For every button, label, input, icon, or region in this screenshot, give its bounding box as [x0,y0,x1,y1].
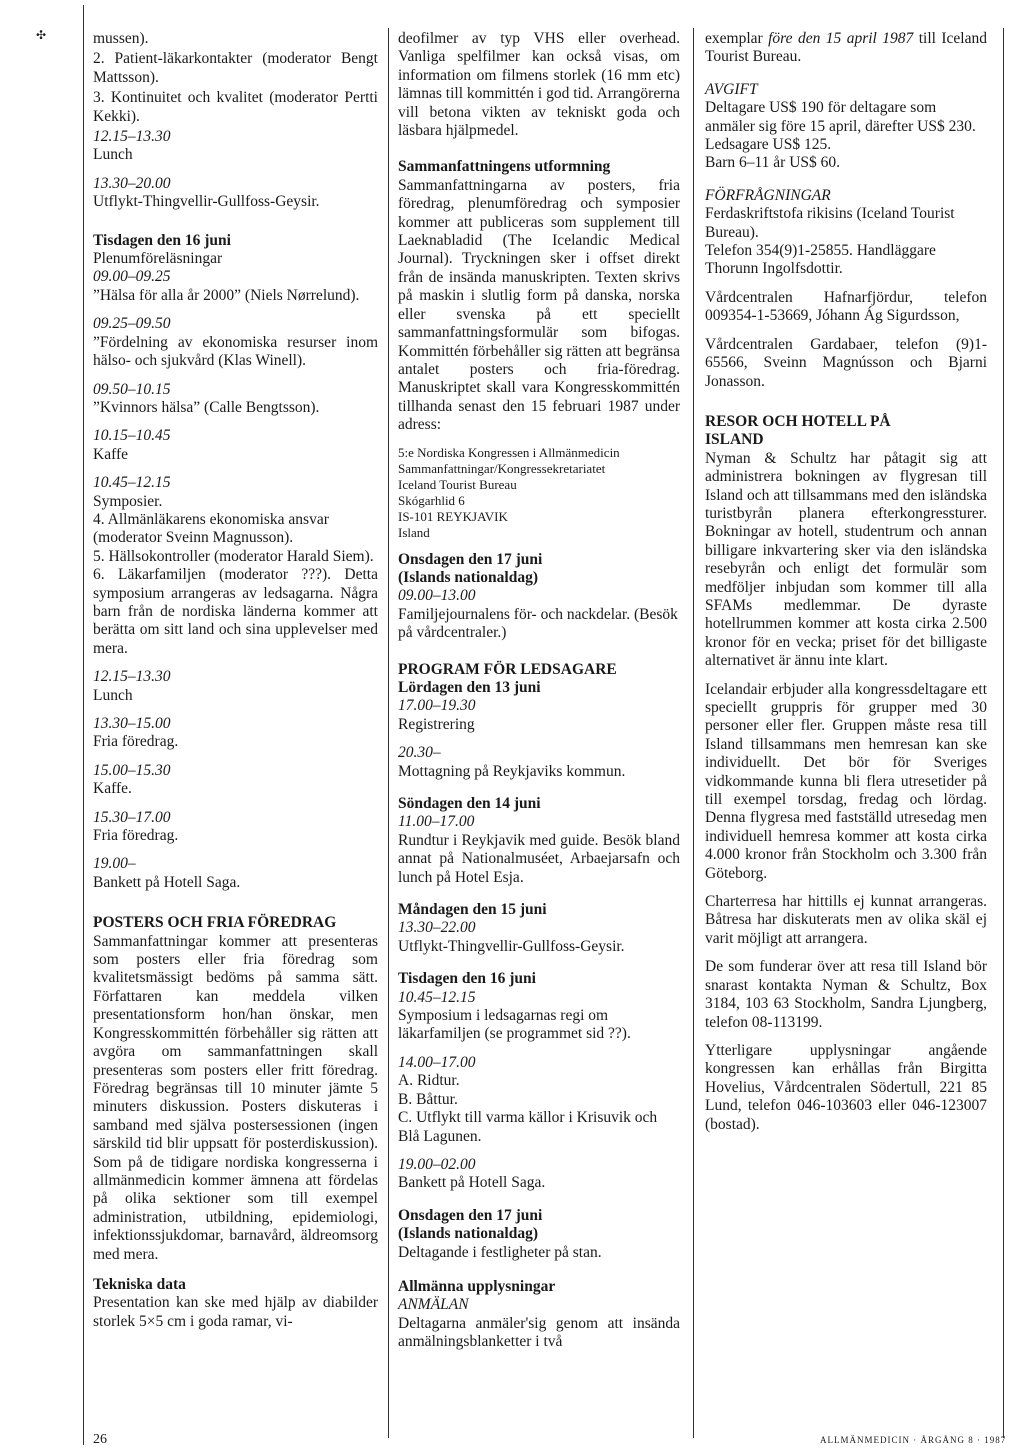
paragraph: Ytterligare upplysningar angående kongressen kan erhållas från Birgitta Hovelius, Vårdcentralen Södertull, 221 85 Lund, telefon 046-103603 eller 046-123007 (bostad). [705,1041,987,1133]
deadline-text: före den 15 april 1987 [768,30,914,47]
time-slot: 15.30–17.00 [93,808,171,826]
day-heading-block [398,551,680,643]
paragraph: Charterresa har hittills ej kunnat arrangeras. Båtresa har diskuterats men av olika skäl ej varit möjligt att arrangera. [705,893,987,947]
address-line: Iceland Tourist Bureau [398,476,517,492]
paragraph: Nyman & Schultz har påtagit sig att administrera bokningen av flygresan till Island och att tillsammans med den isländska turistbyrån planera efterkongressturer. Bokningar av hotell, studentrum och annan billigare inkvartering sker via den isländska resebyrån och enligt det formulär som medföljer inbjudan som kommer till alla SFAMs medlemmar. De dyraste hotellrummen kommer att kosta cirka 2.500 kronor för en vecka; priset för det billigaste alternativet är ännu inte klart. [705,449,987,670]
schedule-text: Fria föredrag. [93,827,179,845]
contact-entry: Vårdcentralen Hafnarfjördur, telefon 009354-1-53669, Jóhann Ág Sigurdsson, [705,288,987,325]
day-heading: Måndagen den 15 juni [398,901,547,919]
time-slot: 12.15–13.30 [93,128,171,146]
schedule-entry [93,809,378,846]
section-heading: RESOR OCH HOTELL PÅ ISLAND [705,412,891,449]
time-slot: 13.30–22.00 [398,919,476,937]
fee-block [705,81,987,173]
column-3 [705,30,987,1144]
schedule-text: Symposier. [93,492,163,510]
schedule-text: Kaffe [93,445,128,463]
address-line: Skógarhlid 6 [398,492,465,508]
schedule-entry [398,744,680,781]
schedule-text: Utflykt-Thingvellir-Gullfoss-Geysir. [398,937,625,955]
text-run: till Iceland Tourist Bureau. [705,30,987,66]
paragraph [705,30,987,67]
address-line: IS-101 REYKJAVIK [398,508,508,524]
paragraph: deofilmer av typ VHS eller overhead. Vanliga spelfilmer kan också visas, om information om filmens storlek (16 mm etc) lämnas till kommittén i god tid. Arrangörerna vill betona vikten av tekniskt goda och läsbara hjälpmedel. [398,30,680,140]
running-footer: ALLMÄNMEDICIN · ÅRGÅNG 8 · 1987 [820,1435,1007,1445]
fee-line: Ledsagare US$ 125. [705,136,832,154]
day-subheading: Plenumföreläsningar [93,250,223,268]
day-heading: Tisdagen den 16 juni [93,231,231,249]
page-number: 26 [93,1432,107,1447]
day-heading-block [398,970,680,1044]
text-run: exemplar [705,30,769,47]
schedule-text: ”Fördelning av ekonomiska resurser inom hälso- och sjukvård (Klas Winell). [93,333,378,370]
schedule-entry [398,1054,680,1146]
symposium-item: 6. Läkarfamiljen (moderator ???). Detta symposium arrangeras av ledsagarna. Några barn från de nordiska länderna kommer att berätta om sitt land och sina upplevelser med mera. [93,566,378,657]
section-subheading: ANMÄLAN [398,1296,469,1314]
paragraph: Deltagarna anmäler'sig genom att insända anmälningsblanketter i två [398,1314,680,1351]
time-slot: 13.30–15.00 [93,715,171,732]
address-line: Island [398,524,430,540]
day-subheading: (Islands nationaldag) [398,1225,538,1243]
contact-entry: Vårdcentralen Gardabaer, telefon (9)1-65566, Sveinn Magnússon och Bjarni Jonasson. [705,335,987,390]
time-slot: 09.25–09.50 [93,315,171,333]
schedule-entry [93,762,378,799]
inquiry-line: Ferdaskriftstofa rikisins (Iceland Tourist Bureau). [705,205,955,241]
day-heading: Onsdagen den 17 juni [398,550,543,568]
column-rule-1 [388,28,389,1438]
time-slot: 09.00–09.25 [93,268,171,286]
time-slot: 19.00–02.00 [398,1155,476,1173]
time-slot: 20.30– [398,744,441,762]
fee-line: Barn 6–11 år US$ 60. [705,154,841,172]
day-heading: Söndagen den 14 juni [398,795,541,812]
schedule-text: B. Båttur. [398,1090,458,1108]
symposium-item: 4. Allmänläkarens ekonomiska ansvar (moderator Sveinn Magnusson). [93,510,329,547]
time-slot: 10.45–12.15 [93,474,171,492]
schedule-text: ”Kvinnors hälsa” (Calle Bengtsson). [93,398,320,416]
time-slot: 15.00–15.30 [93,761,171,779]
time-slot: 10.15–10.45 [93,427,171,445]
section-subheading: AVGIFT [705,80,758,98]
time-slot: 13.30–20.00 [93,174,171,192]
schedule-entry [398,1156,680,1193]
section-heading: POSTERS OCH FRIA FÖREDRAG [93,914,337,932]
day-heading: Lördagen den 13 juni [398,678,541,696]
paragraph: Presentation kan ske med hjälp av diabilder storlek 5×5 cm i goda ramar, vi- [93,1294,378,1330]
schedule-text: Mottagning på Reykjaviks kommun. [398,762,626,780]
schedule-text: Fria föredrag. [93,733,179,751]
section-heading: PROGRAM FÖR LEDSAGARE [398,660,617,678]
time-slot: 19.00– [93,855,136,873]
time-slot: 17.00–19.30 [398,697,476,715]
time-slot: 12.15–13.30 [93,668,171,686]
column-2 [398,30,680,1362]
time-slot: 09.50–10.15 [93,380,171,398]
schedule-text: ”Hälsa för alla år 2000” (Niels Nørrelund). [93,286,360,304]
time-slot: 10.45–12.15 [398,988,476,1006]
paragraph: mussen). [93,30,149,47]
paragraph: Sammanfattningarna av posters, fria föredrag, plenumföredrag och symposier kommer att publiceras som supplement till Laeknabladid (The Icelandic Medical Journal). Tryckningen sker i offset direkt från de insända manuskripten. Texten skrivs på maskin i slutlig form på danska, norska eller svenska på ett speciellt sammanfattningsformulär som bifogas. Kommittén förbehåller sig rätten att begränsa antalet posters och fria-föredrag. Manuskriptet skall vara Kongresskommittén tillhanda senast den 15 februari 1987 under adress: [398,176,680,434]
symposium-item: 2. Patient-läkarkontakter (moderator Bengt Mattsson). [93,50,378,86]
column-rule-2 [693,28,694,1438]
schedule-text: Bankett på Hotell Saga. [398,1174,546,1192]
day-heading-block [398,901,680,956]
address-block [398,445,680,541]
day-heading-block [398,1207,680,1262]
day-heading-block [398,795,680,887]
schedule-text: Rundtur i Reykjavik med guide. Besök bland annat på Nationalmuséet, Arbaejarsafn och lunch på Hotel Esja. [398,831,680,886]
day-heading-block [398,679,680,734]
symposium-item: 3. Kontinuitet och kvalitet (moderator Pertti Kekki). [93,89,378,125]
inquiry-block [705,187,987,279]
schedule-text: C. Utflykt till varma källor i Krisuvik och Blå Lagunen. [398,1109,658,1145]
schedule-text: Bankett på Hotell Saga. [93,873,241,891]
schedule-text: Lunch [93,686,133,704]
schedule-entry [93,855,378,892]
time-slot: 09.00–13.00 [398,587,476,605]
schedule-entry [93,315,378,370]
day-heading: Onsdagen den 17 juni [398,1206,543,1224]
time-slot: 11.00–17.00 [398,813,475,831]
schedule-entry [93,715,378,752]
address-line: 5:e Nordiska Kongressen i Allmänmedicin [398,444,620,460]
day-heading: Tisdagen den 16 juni [398,970,536,988]
schedule-text: Kaffe. [93,780,132,798]
schedule-entry [93,474,378,658]
schedule-entry [93,381,378,418]
schedule-entry [93,668,378,705]
day-heading-block [93,232,378,306]
paragraph: Sammanfattningar kommer att presenteras som posters eller fria föredrag som kvalitetsmässigt bedöms på samma sätt. Författaren kan meddela vilken presentationsform hon/han önskar, men Kongresskommittén förbehåller sig rätten att avgöra om sammanfattningen skall presenteras som posters eller fritt föredrag. Föredrag begränsas till 10 minuter jämte 5 minuters diskussion. Posters diskuteras i samband med själva postersessionen (ingen särskild tid blir uppsatt för posterdiskussion). Som på de tidigare nordiska kongresserna i allmänmedicin kommer ämnena att fördelas på olika sektioner som till exempel administration, utbildning, epidemiologi, infektionssjukdomar, barnavård, äldreomsorg med mera. [93,932,378,1263]
column-1 [93,30,378,1341]
schedule-text: A. Ridtur. [398,1072,460,1090]
day-subheading: (Islands nationaldag) [398,568,538,586]
schedule-text: Deltagande i festligheter på stan. [398,1243,602,1261]
section-heading: Sammanfattningens utformning [398,158,611,176]
schedule-entry [93,128,378,165]
paragraph: De som funderar över att resa till Island bör snarast kontakta Nyman & Schultz, Box 3184, 103 63 Stockholm, Sandra Ljungberg, telefon 08-113199. [705,958,987,1031]
section-heading: Tekniska data [93,1275,186,1293]
schedule-text: Lunch [93,146,133,164]
paragraph: Icelandair erbjuder alla kongressdeltagare ett speciellt gruppris för grupper med 30 personer eller fler. Gruppen måste resa till Island tillsammans men hemresan kan ske individuellt. Det bör för Sveriges vidkommande kunna bli flera utresetider på till exempel torsdag, fredag och lördag. Denna flygresa med fastställd utresedag men individuell hemresa kommer att kosta cirka 4.000 kronor från Stockholm och 3.300 från Göteborg. [705,680,987,882]
schedule-entry [93,175,378,212]
address-line: Sammanfattningar/Kongressekretariatet [398,460,606,476]
schedule-text: Familjejournalens för- och nackdelar. (Besök på vårdcentraler.) [398,605,678,642]
symposium-item: 5. Hällsokontroller (moderator Harald Siem). [93,547,374,565]
section-heading: Allmänna upplysningar [398,1277,556,1295]
schedule-text: Utflykt-Thingvellir-Gullfoss-Geysir. [93,193,320,211]
schedule-text: Symposium i ledsagarnas regi om läkarfamiljen (se programmet sid ??). [398,1007,631,1043]
section-subheading: FÖRFRÅGNINGAR [705,186,831,204]
time-slot: 14.00–17.00 [398,1053,476,1071]
left-margin-rule [83,5,84,1445]
scan-mark-icon: ✣ [36,28,47,42]
schedule-text: Registrering [398,715,475,733]
schedule-entry [93,427,378,464]
right-margin-rule [1003,28,1004,1438]
fee-line: Deltagare US$ 190 för deltagare som anmäler sig före 15 april, därefter US$ 230. [705,99,976,135]
inquiry-line: Telefon 354(9)1-25855. Handläggare Thorunn Ingolfsdottir. [705,242,936,278]
